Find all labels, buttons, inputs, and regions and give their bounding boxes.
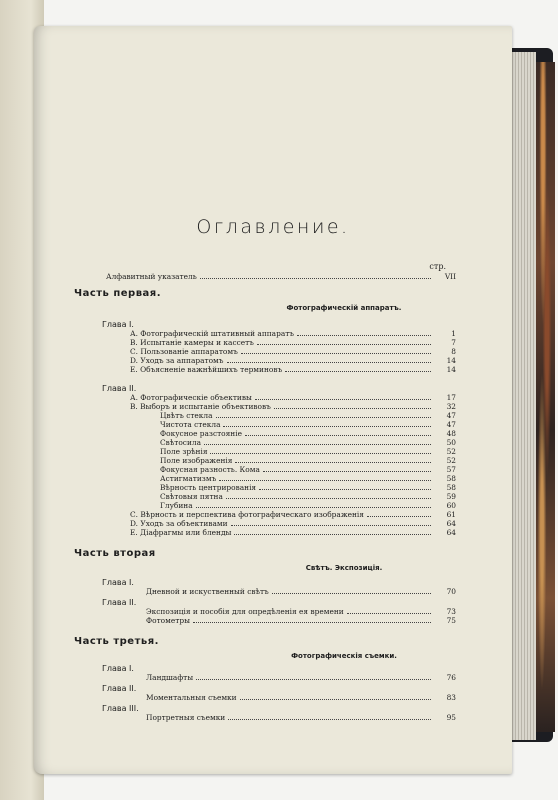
page-column-header: стр. <box>429 262 446 271</box>
toc-entry-page: 95 <box>446 713 456 722</box>
toc-entry <box>160 411 456 420</box>
part-subtitle: Свѣтъ. Экспозицiя. <box>305 564 383 572</box>
toc-entry <box>130 347 456 356</box>
toc-entry-page: 83 <box>446 693 456 702</box>
toc-entry-label: D. Уходъ за аппаратомъ <box>130 356 224 365</box>
toc-entry <box>130 338 456 347</box>
leader-dots <box>240 693 431 700</box>
leader-dots <box>285 365 431 372</box>
toc-entry-label: Алфавитный указатель <box>106 272 197 281</box>
chapter-title: Глава II. <box>102 598 137 607</box>
leader-dots <box>241 347 431 354</box>
toc-entry-page: 73 <box>446 607 456 616</box>
toc-entry-label: Фокусное разстоянiе <box>160 429 242 438</box>
toc-entry <box>146 616 456 625</box>
toc-entry-page: 60 <box>446 501 456 510</box>
part-subtitle: Фотографическiй аппаратъ. <box>286 304 402 312</box>
leader-dots <box>245 429 431 436</box>
toc-entry <box>146 713 456 722</box>
marbled-cover-edge <box>535 62 555 732</box>
toc-entry-page: 50 <box>446 438 456 447</box>
toc-entry <box>160 465 456 474</box>
toc-entry-page: 70 <box>446 587 456 596</box>
toc-entry-page: 52 <box>446 447 456 456</box>
toc-entry-label: Глубина <box>160 501 193 510</box>
leader-dots <box>226 492 431 499</box>
leader-dots <box>210 447 431 454</box>
chapter-title: Глава I. <box>102 664 134 673</box>
leader-dots <box>231 519 431 526</box>
toc-entry <box>160 438 456 447</box>
toc-entry-label: Моментальныя съемки <box>146 693 237 702</box>
toc-entry <box>130 365 456 374</box>
toc-entry-page: 14 <box>446 365 456 374</box>
leader-dots <box>216 411 431 418</box>
toc-title: Оглавление. <box>196 216 350 238</box>
toc-entry-label: Фотометры <box>146 616 190 625</box>
toc-entry-label: Экспозицiя и пособiя для опредѣленiя ея времени <box>146 607 344 616</box>
toc-entry <box>160 447 456 456</box>
toc-entry-label: С. Пользованiе аппаратомъ <box>130 347 238 356</box>
toc-entry-page: VII <box>444 272 456 281</box>
toc-entry-page: 57 <box>446 465 456 474</box>
toc-entry-page: 14 <box>446 356 456 365</box>
toc-entry-label: Поле изображенiя <box>160 456 233 465</box>
chapter-title: Глава I. <box>102 578 134 587</box>
leader-dots <box>228 713 431 720</box>
toc-entry <box>160 429 456 438</box>
leader-dots <box>204 438 431 445</box>
toc-entry-label: С. Вѣрность и перспектива фотографическаго изображенiя <box>130 510 364 519</box>
toc-entry-page: 61 <box>446 510 456 519</box>
part-subtitle: Фотографическiя съемки. <box>291 652 397 660</box>
toc-entry <box>130 356 456 365</box>
toc-entry <box>130 519 456 528</box>
part-title: Часть первая. <box>74 288 162 299</box>
toc-entry-page: 58 <box>446 483 456 492</box>
toc-entry <box>160 501 456 510</box>
leader-dots <box>274 402 431 409</box>
leader-dots <box>193 616 431 623</box>
toc-entry <box>160 420 456 429</box>
chapter-title: Глава II. <box>102 384 137 393</box>
toc-entry-page: 75 <box>446 616 456 625</box>
toc-entry-label: В. Испытанiе камеры и кассетъ <box>130 338 254 347</box>
leader-dots <box>219 474 431 481</box>
part-title: Часть третья. <box>74 636 159 647</box>
toc-entry <box>146 607 456 616</box>
leader-dots <box>272 587 431 594</box>
leader-dots <box>259 483 431 490</box>
toc-entry <box>146 673 456 682</box>
toc-entry <box>130 329 456 338</box>
toc-entry-page: 8 <box>451 347 456 356</box>
toc-entry-label: Свѣтовыя пятна <box>160 492 223 501</box>
toc-entry <box>160 474 456 483</box>
toc-entry-page: 52 <box>446 456 456 465</box>
leader-dots <box>223 420 431 427</box>
toc-entry <box>146 693 456 702</box>
toc-entry-label: Портретныя съемки <box>146 713 226 722</box>
leader-dots <box>297 329 431 336</box>
toc-entry-page: 58 <box>446 474 456 483</box>
toc-entry <box>130 510 456 519</box>
leader-dots <box>367 510 431 517</box>
book-page <box>34 26 512 774</box>
toc-entry-page: 1 <box>451 329 456 338</box>
leader-dots <box>196 673 431 680</box>
leader-dots <box>227 356 432 363</box>
toc-entry-page: 7 <box>451 338 456 347</box>
toc-entry <box>130 393 456 402</box>
toc-entry-label: Вѣрность центрированiя <box>160 483 257 492</box>
leader-dots <box>196 501 431 508</box>
toc-entry-label: Е. Дiафрагмы или бленды <box>130 528 232 537</box>
toc-entry-label: D. Уходъ за объективами <box>130 519 228 528</box>
toc-entry <box>160 492 456 501</box>
toc-entry <box>130 402 456 411</box>
toc-entry <box>130 528 456 537</box>
toc-entry-label: Ландшафты <box>146 673 194 682</box>
toc-entry-label: Поле зрѣнiя <box>160 447 208 456</box>
chapter-title: Глава III. <box>102 704 139 713</box>
toc-entry-page: 48 <box>446 429 456 438</box>
toc-entry-page: 76 <box>446 673 456 682</box>
toc-entry-label: Астигматизмъ <box>160 474 217 483</box>
toc-entry-label: Цвѣтъ стекла <box>160 411 213 420</box>
toc-entry-label: Свѣтосила <box>160 438 201 447</box>
toc-entry-label: А. Фотографическiе объективы <box>130 393 252 402</box>
leader-dots <box>255 393 431 400</box>
leader-dots <box>235 456 431 463</box>
toc-entry-page: 47 <box>446 411 456 420</box>
toc-entry-index <box>106 272 456 281</box>
leader-dots <box>347 607 431 614</box>
toc-entry-page: 17 <box>446 393 456 402</box>
toc-entry-page: 32 <box>446 402 456 411</box>
toc-entry <box>160 456 456 465</box>
leader-dots <box>257 338 431 345</box>
toc-entry-page: 64 <box>446 519 456 528</box>
toc-entry-label: В. Выборъ и испытанiе объективовъ <box>130 402 271 411</box>
leader-dots <box>200 272 431 279</box>
chapter-title: Глава II. <box>102 684 137 693</box>
toc-entry <box>146 587 456 596</box>
toc-entry-label: Е. Объясненiе важнѣйшихъ терминовъ <box>130 365 283 374</box>
toc-entry-label: Дневной и искуственный свѣтъ <box>146 587 269 596</box>
part-title: Часть вторая <box>74 548 156 559</box>
chapter-title: Глава I. <box>102 320 134 329</box>
toc-entry-label: А. Фотографическiй штативный аппаратъ <box>130 329 295 338</box>
toc-entry-page: 59 <box>446 492 456 501</box>
toc-entry-label: Фокусная разность. Кома <box>160 465 260 474</box>
leader-dots <box>263 465 431 472</box>
toc-entry-page: 47 <box>446 420 456 429</box>
toc-entry-label: Чистота стекла <box>160 420 221 429</box>
toc-entry-page: 64 <box>446 528 456 537</box>
toc-entry <box>160 483 456 492</box>
leader-dots <box>234 528 431 535</box>
